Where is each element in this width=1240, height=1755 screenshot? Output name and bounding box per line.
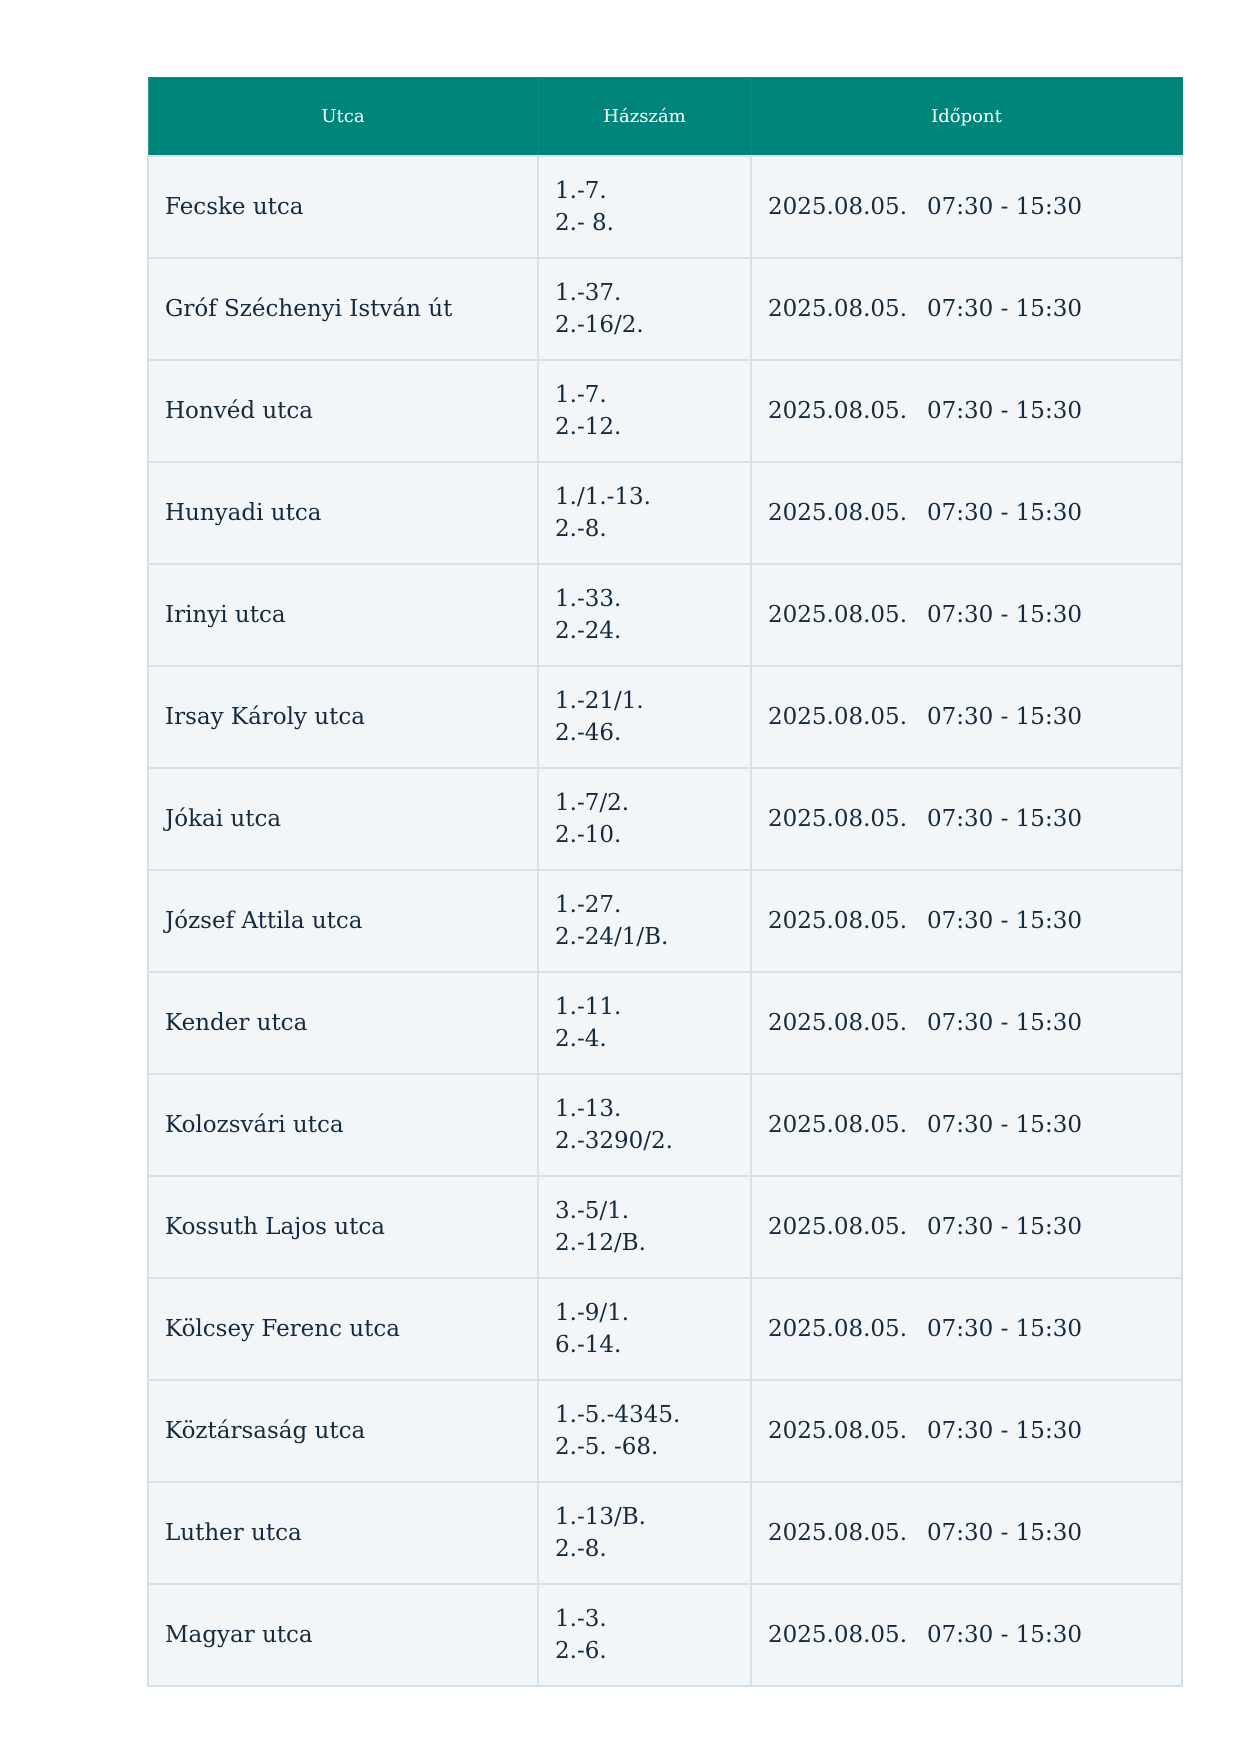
- house-number-odd: 1.-33.: [555, 586, 622, 612]
- date-text: 2025.08.05.: [768, 1622, 907, 1648]
- street-cell: Gróf Széchenyi István út: [148, 258, 538, 360]
- house-number-odd: 1./1.-13.: [555, 484, 651, 510]
- table-row: [148, 1176, 1182, 1278]
- house-number-cell: [538, 1482, 751, 1584]
- date-text: 2025.08.05.: [768, 296, 907, 322]
- time-cell: [751, 1278, 1182, 1380]
- time-cell: [751, 462, 1182, 564]
- street-cell: Fecske utca: [148, 156, 538, 258]
- time-range-text: 07:30 - 15:30: [927, 908, 1082, 934]
- schedule-table-container: [147, 77, 1181, 1687]
- table-row: [148, 666, 1182, 768]
- time-range-text: 07:30 - 15:30: [927, 1214, 1082, 1240]
- date-text: 2025.08.05.: [768, 398, 907, 424]
- street-cell: Kolozsvári utca: [148, 1074, 538, 1176]
- house-number-cell: [538, 666, 751, 768]
- time-range-text: 07:30 - 15:30: [927, 194, 1082, 220]
- time-range-text: 07:30 - 15:30: [927, 602, 1082, 628]
- house-number-cell: [538, 462, 751, 564]
- time-cell: [751, 972, 1182, 1074]
- house-number-even: 2.-4.: [555, 1026, 607, 1052]
- street-cell: Kender utca: [148, 972, 538, 1074]
- time-range-text: 07:30 - 15:30: [927, 1622, 1082, 1648]
- house-number-odd: 1.-21/1.: [555, 688, 644, 714]
- house-number-even: 2.- 8.: [555, 210, 614, 236]
- house-number-odd: 1.-9/1.: [555, 1300, 630, 1326]
- house-number-even: 2.-12.: [555, 414, 622, 440]
- street-cell: Irinyi utca: [148, 564, 538, 666]
- table-row: [148, 1074, 1182, 1176]
- time-range-text: 07:30 - 15:30: [927, 296, 1082, 322]
- date-text: 2025.08.05.: [768, 500, 907, 526]
- house-number-cell: [538, 564, 751, 666]
- time-cell: [751, 564, 1182, 666]
- street-cell: Jókai utca: [148, 768, 538, 870]
- time-range-text: 07:30 - 15:30: [927, 806, 1082, 832]
- street-cell: Luther utca: [148, 1482, 538, 1584]
- house-number-even: 2.-24/1/B.: [555, 924, 669, 950]
- time-range-text: 07:30 - 15:30: [927, 500, 1082, 526]
- table-row: [148, 564, 1182, 666]
- house-number-even: 2.-46.: [555, 720, 622, 746]
- date-text: 2025.08.05.: [768, 806, 907, 832]
- time-cell: [751, 768, 1182, 870]
- table-row: [148, 1278, 1182, 1380]
- time-range-text: 07:30 - 15:30: [927, 1418, 1082, 1444]
- table-row: [148, 360, 1182, 462]
- time-range-text: 07:30 - 15:30: [927, 1010, 1082, 1036]
- time-cell: [751, 870, 1182, 972]
- time-range-text: 07:30 - 15:30: [927, 1520, 1082, 1546]
- table-body: [148, 156, 1182, 1686]
- house-number-cell: [538, 1584, 751, 1686]
- house-number-cell: [538, 1176, 751, 1278]
- house-number-even: 2.-3290/2.: [555, 1128, 673, 1154]
- house-number-cell: [538, 360, 751, 462]
- house-number-cell: [538, 258, 751, 360]
- table-row: [148, 870, 1182, 972]
- house-number-even: 2.-8.: [555, 1536, 607, 1562]
- table-row: [148, 462, 1182, 564]
- time-cell: [751, 258, 1182, 360]
- house-number-odd: 1.-27.: [555, 892, 622, 918]
- house-number-even: 2.-8.: [555, 516, 607, 542]
- house-number-cell: [538, 972, 751, 1074]
- time-cell: [751, 1380, 1182, 1482]
- house-number-odd: 1.-3.: [555, 1606, 607, 1632]
- column-header-house-number: Házszám: [538, 78, 751, 157]
- house-number-cell: [538, 1278, 751, 1380]
- date-text: 2025.08.05.: [768, 704, 907, 730]
- house-number-odd: 1.-13.: [555, 1096, 622, 1122]
- time-cell: [751, 1482, 1182, 1584]
- date-text: 2025.08.05.: [768, 194, 907, 220]
- house-number-odd: 1.-37.: [555, 280, 622, 306]
- time-cell: [751, 1176, 1182, 1278]
- house-number-odd: 1.-5.-4345.: [555, 1402, 681, 1428]
- street-cell: Kölcsey Ferenc utca: [148, 1278, 538, 1380]
- house-number-even: 2.-12/B.: [555, 1230, 646, 1256]
- time-cell: [751, 156, 1182, 258]
- house-number-odd: 3.-5/1.: [555, 1198, 630, 1224]
- table-row: [148, 1584, 1182, 1686]
- street-cell: Honvéd utca: [148, 360, 538, 462]
- date-text: 2025.08.05.: [768, 1316, 907, 1342]
- date-text: 2025.08.05.: [768, 1214, 907, 1240]
- street-cell: Kossuth Lajos utca: [148, 1176, 538, 1278]
- house-number-cell: [538, 870, 751, 972]
- street-cell: Hunyadi utca: [148, 462, 538, 564]
- house-number-even: 2.-24.: [555, 618, 622, 644]
- schedule-table: [147, 77, 1183, 1687]
- street-cell: Köztársaság utca: [148, 1380, 538, 1482]
- table-row: [148, 972, 1182, 1074]
- house-number-even: 2.-5. -68.: [555, 1434, 659, 1460]
- street-cell: Magyar utca: [148, 1584, 538, 1686]
- time-cell: [751, 1074, 1182, 1176]
- house-number-cell: [538, 1074, 751, 1176]
- time-range-text: 07:30 - 15:30: [927, 1316, 1082, 1342]
- time-range-text: 07:30 - 15:30: [927, 704, 1082, 730]
- date-text: 2025.08.05.: [768, 1418, 907, 1444]
- house-number-odd: 1.-11.: [555, 994, 622, 1020]
- house-number-cell: [538, 1380, 751, 1482]
- date-text: 2025.08.05.: [768, 602, 907, 628]
- date-text: 2025.08.05.: [768, 1520, 907, 1546]
- table-header: [148, 78, 1182, 157]
- time-cell: [751, 666, 1182, 768]
- house-number-even: 2.-10.: [555, 822, 622, 848]
- house-number-even: 2.-16/2.: [555, 312, 644, 338]
- header-row: [148, 78, 1182, 157]
- date-text: 2025.08.05.: [768, 1010, 907, 1036]
- house-number-odd: 1.-13/B.: [555, 1504, 646, 1530]
- house-number-even: 6.-14.: [555, 1332, 622, 1358]
- date-text: 2025.08.05.: [768, 1112, 907, 1138]
- house-number-odd: 1.-7.: [555, 382, 607, 408]
- column-header-time: Időpont: [751, 78, 1182, 157]
- table-row: [148, 258, 1182, 360]
- column-header-street: Utca: [148, 78, 538, 157]
- time-cell: [751, 1584, 1182, 1686]
- table-row: [148, 768, 1182, 870]
- house-number-even: 2.-6.: [555, 1638, 607, 1664]
- house-number-cell: [538, 768, 751, 870]
- house-number-odd: 1.-7/2.: [555, 790, 630, 816]
- table-row: [148, 1482, 1182, 1584]
- street-cell: József Attila utca: [148, 870, 538, 972]
- house-number-cell: [538, 156, 751, 258]
- time-cell: [751, 360, 1182, 462]
- time-range-text: 07:30 - 15:30: [927, 1112, 1082, 1138]
- time-range-text: 07:30 - 15:30: [927, 398, 1082, 424]
- street-cell: Irsay Károly utca: [148, 666, 538, 768]
- date-text: 2025.08.05.: [768, 908, 907, 934]
- table-row: [148, 156, 1182, 258]
- house-number-odd: 1.-7.: [555, 178, 607, 204]
- table-row: [148, 1380, 1182, 1482]
